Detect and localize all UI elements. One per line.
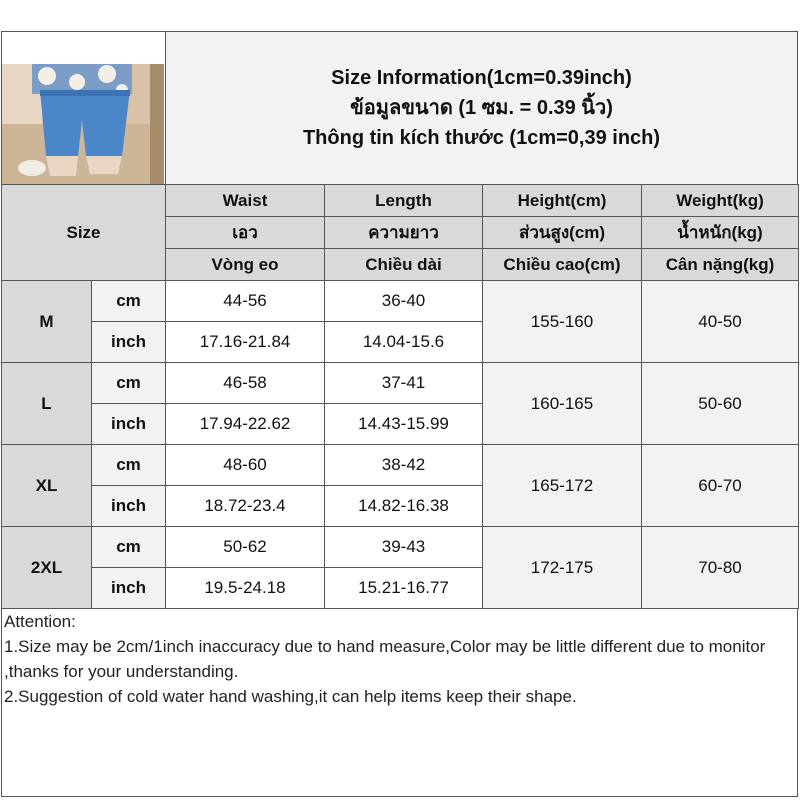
notes-line-1: 1.Size may be 2cm/1inch inaccuracy due to hand measure,Color may be little different due to monitor ,thanks for your understanding. (4, 637, 766, 681)
unit-cm: cm (92, 363, 166, 404)
length-cm: 37-41 (325, 363, 483, 404)
col-header-waist-en: Waist (166, 185, 325, 217)
table-row (2, 445, 799, 486)
unit-inch: inch (92, 322, 166, 363)
table-row (2, 281, 799, 322)
unit-cm: cm (92, 281, 166, 322)
title-vietnamese: Thông tin kích thước (1cm=0,39 inch) (302, 127, 661, 149)
product-photo-image (2, 64, 164, 184)
length-inch: 14.82-16.38 (325, 486, 483, 527)
length-inch: 15.21-16.77 (325, 568, 483, 609)
product-photo (2, 32, 164, 184)
weight-value: 70-80 (642, 527, 799, 609)
size-name: L (2, 363, 92, 445)
unit-inch: inch (92, 404, 166, 445)
title-block (165, 32, 797, 184)
size-name: 2XL (2, 527, 92, 609)
notes-heading: Attention: (4, 612, 76, 631)
title-thai: ข้อมูลขนาด (1 ซม. = 0.39 นิ้ว) (350, 97, 613, 119)
col-header-waist-th: เอว (166, 217, 325, 249)
waist-cm: 44-56 (166, 281, 325, 322)
attention-notes (4, 609, 794, 709)
title-english: Size Information(1cm=0.39inch) (331, 67, 632, 89)
col-header-length-en: Length (325, 185, 483, 217)
waist-cm: 50-62 (166, 527, 325, 568)
length-inch: 14.04-15.6 (325, 322, 483, 363)
waist-inch: 19.5-24.18 (166, 568, 325, 609)
table-row (2, 527, 799, 568)
table-header-row-en (2, 185, 799, 217)
height-value: 155-160 (483, 281, 642, 363)
unit-inch: inch (92, 486, 166, 527)
waist-cm: 48-60 (166, 445, 325, 486)
weight-value: 50-60 (642, 363, 799, 445)
unit-cm: cm (92, 527, 166, 568)
size-name: XL (2, 445, 92, 527)
size-table (1, 184, 799, 609)
height-value: 172-175 (483, 527, 642, 609)
length-cm: 38-42 (325, 445, 483, 486)
waist-inch: 17.16-21.84 (166, 322, 325, 363)
height-value: 160-165 (483, 363, 642, 445)
weight-value: 60-70 (642, 445, 799, 527)
col-header-height-en: Height(cm) (483, 185, 642, 217)
col-header-weight-th: น้ำหนัก(kg) (642, 217, 799, 249)
length-cm: 36-40 (325, 281, 483, 322)
length-inch: 14.43-15.99 (325, 404, 483, 445)
size-header: Size (2, 185, 166, 281)
notes-line-2: 2.Suggestion of cold water hand washing,it can help items keep their shape. (4, 687, 577, 706)
waist-cm: 46-58 (166, 363, 325, 404)
col-header-waist-vi: Vòng eo (166, 249, 325, 281)
col-header-weight-en: Weight(kg) (642, 185, 799, 217)
waist-inch: 17.94-22.62 (166, 404, 325, 445)
size-name: M (2, 281, 92, 363)
unit-inch: inch (92, 568, 166, 609)
height-value: 165-172 (483, 445, 642, 527)
col-header-length-vi: Chiều dài (325, 249, 483, 281)
col-header-height-vi: Chiều cao(cm) (483, 249, 642, 281)
unit-cm: cm (92, 445, 166, 486)
length-cm: 39-43 (325, 527, 483, 568)
weight-value: 40-50 (642, 281, 799, 363)
col-header-height-th: ส่วนสูง(cm) (483, 217, 642, 249)
col-header-weight-vi: Cân nặng(kg) (642, 249, 799, 281)
waist-inch: 18.72-23.4 (166, 486, 325, 527)
col-header-length-th: ความยาว (325, 217, 483, 249)
table-row (2, 363, 799, 404)
